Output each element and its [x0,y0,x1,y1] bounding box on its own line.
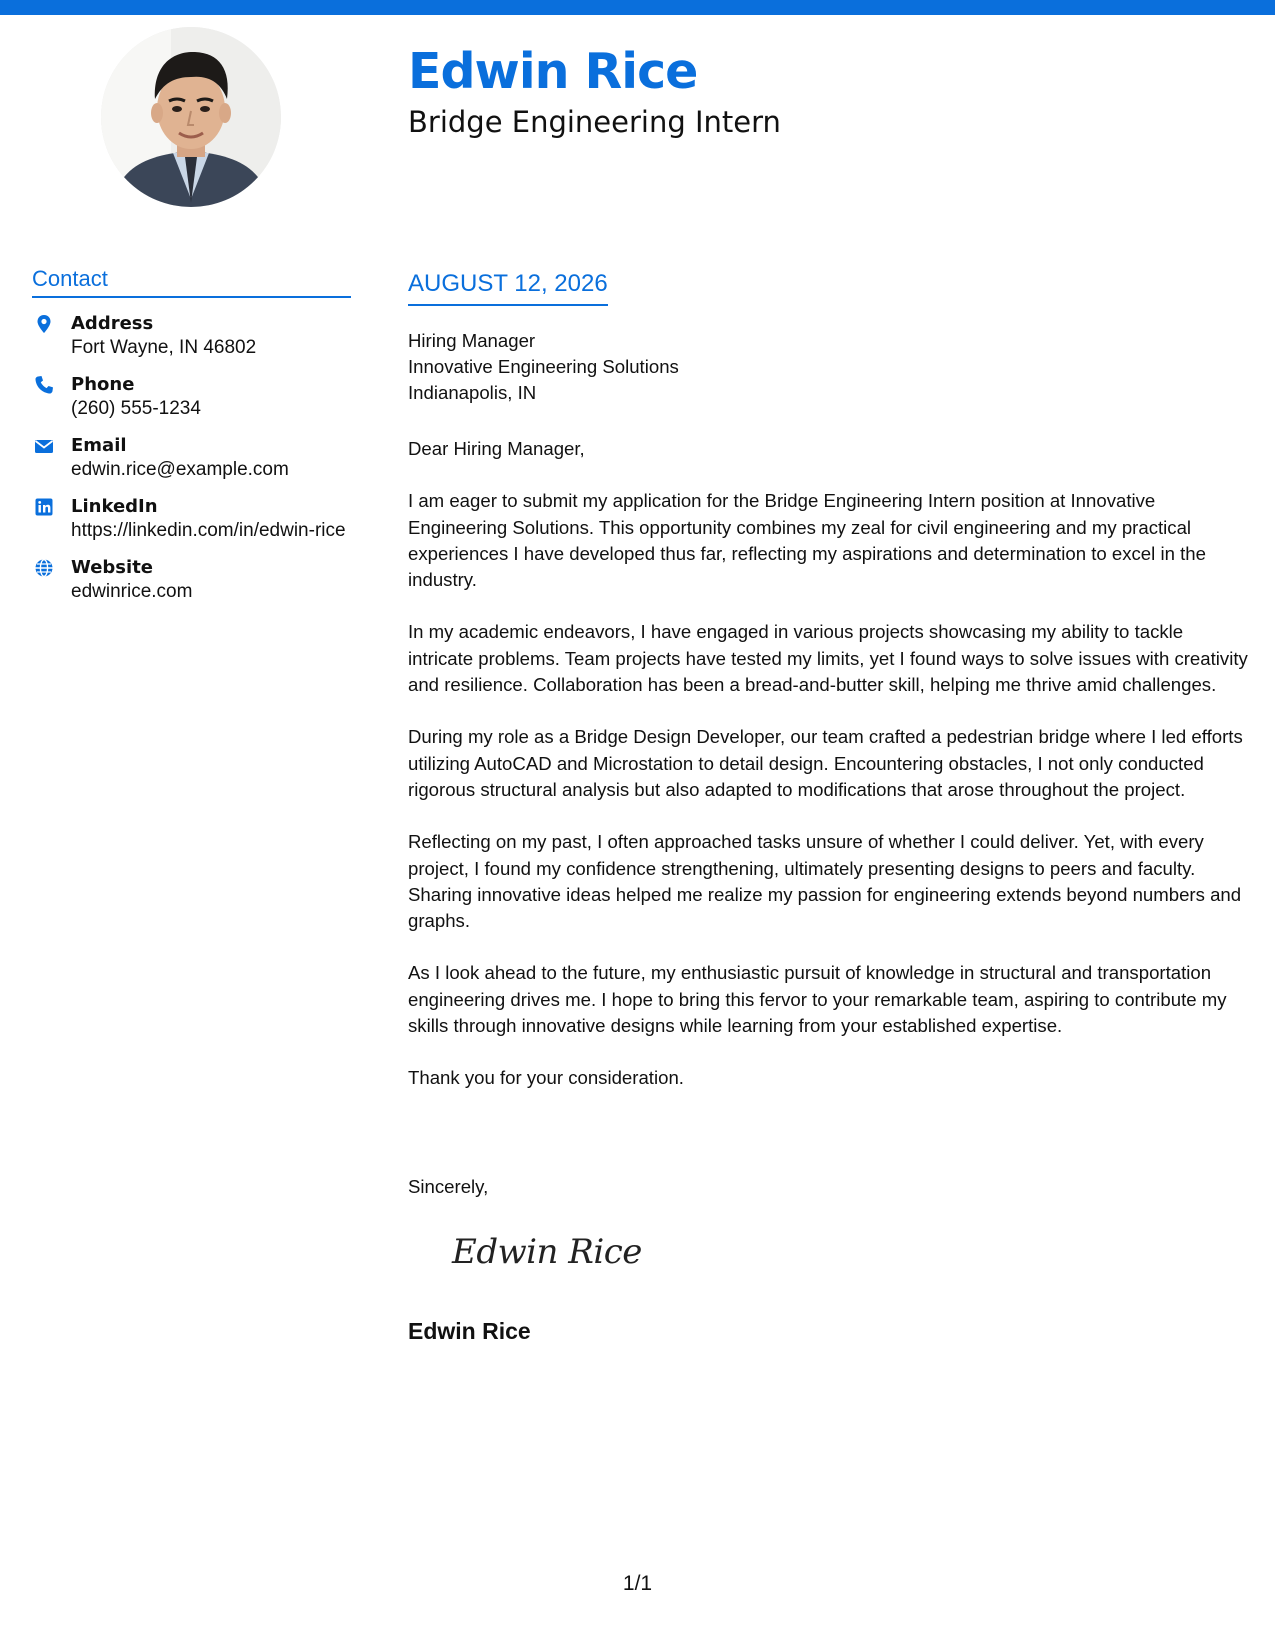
contact-item-address [32,312,351,360]
salutation: Dear Hiring Manager, [408,438,585,459]
contact-value: (260) 555-1234 [71,398,201,419]
contact-label: Website [71,557,154,578]
applicant-name: Edwin Rice [408,43,698,100]
contact-item-phone [32,373,351,421]
applicant-job-title: Bridge Engineering Intern [408,105,781,139]
contact-value[interactable]: edwinrice.com [71,581,193,602]
email-icon [34,436,54,456]
contact-label: Address [71,313,154,334]
body-paragraph: As I look ahead to the future, my enthusiastic pursuit of knowledge in structural and transportation engineering drives me. I hope to bring this fervor to your remarkable team, aspiring to contribute my skills through innovative designs while learning from your established expertise. [408,962,1227,1037]
body-paragraph: In my academic endeavors, I have engaged in various projects showcasing my ability to tackle intricate problems. Team projects have tested my limits, yet I found ways to solve issues with creativity and resilience. Collaboration has been a bread-and-butter skill, helping me thrive amid challenges. [408,621,1248,696]
contact-item-website [32,556,351,604]
letter-date: AUGUST 12, 2026 [408,268,608,306]
contact-sidebar [32,265,351,617]
recipient-line: Hiring Manager [408,330,536,351]
contact-label: LinkedIn [71,496,158,517]
map-pin-icon [34,314,54,334]
linkedin-icon [34,497,54,517]
contact-value[interactable]: https://linkedin.com/in/edwin-rice [71,520,346,541]
recipient-line: Innovative Engineering Solutions [408,356,679,377]
contact-value[interactable]: edwin.rice@example.com [71,459,289,480]
body-paragraph: I am eager to submit my application for the Bridge Engineering Intern position at Innovative Engineering Solutions. This opportunity combines my zeal for civil engineering and my practical experiences I have developed thus far, reflecting my aspirations and determination to excel in the industry. [408,490,1206,591]
contact-value: Fort Wayne, IN 46802 [71,337,257,358]
recipient-block [408,328,679,406]
letter-body [408,436,1253,1118]
avatar [101,27,281,207]
contact-item-linkedin [32,495,351,543]
contact-heading: Contact [32,265,351,298]
phone-icon [34,375,54,395]
recipient-line: Indianapolis, IN [408,382,537,403]
profile-photo [101,27,281,207]
contact-item-email [32,434,351,482]
body-paragraph: Reflecting on my past, I often approached tasks unsure of whether I could deliver. Yet, with every project, I found my confidence strengthening, ultimately presenting designs to peers and faculty. Sharing innovative ideas helped me realize my passion for engineering extends beyond numbers and graphs. [408,831,1242,932]
closing: Sincerely, [408,1176,489,1197]
body-paragraph: During my role as a Bridge Design Developer, our team crafted a pedestrian bridge where I led efforts utilizing AutoCAD and Microstation to detail design. Encountering obstacles, I not only conducted rigorous structural analysis but also adapted to modifications that arose throughout the project. [408,726,1243,800]
thank-you-line: Thank you for your consideration. [408,1067,684,1089]
contact-label: Email [71,435,127,456]
contact-label: Phone [71,374,135,395]
top-accent-bar [0,0,1275,15]
signed-name: Edwin Rice [408,1318,531,1344]
globe-icon [34,558,54,578]
contact-list [32,312,351,604]
handwritten-signature: Edwin Rice [452,1232,642,1272]
page-number: 1/1 [622,1572,653,1595]
